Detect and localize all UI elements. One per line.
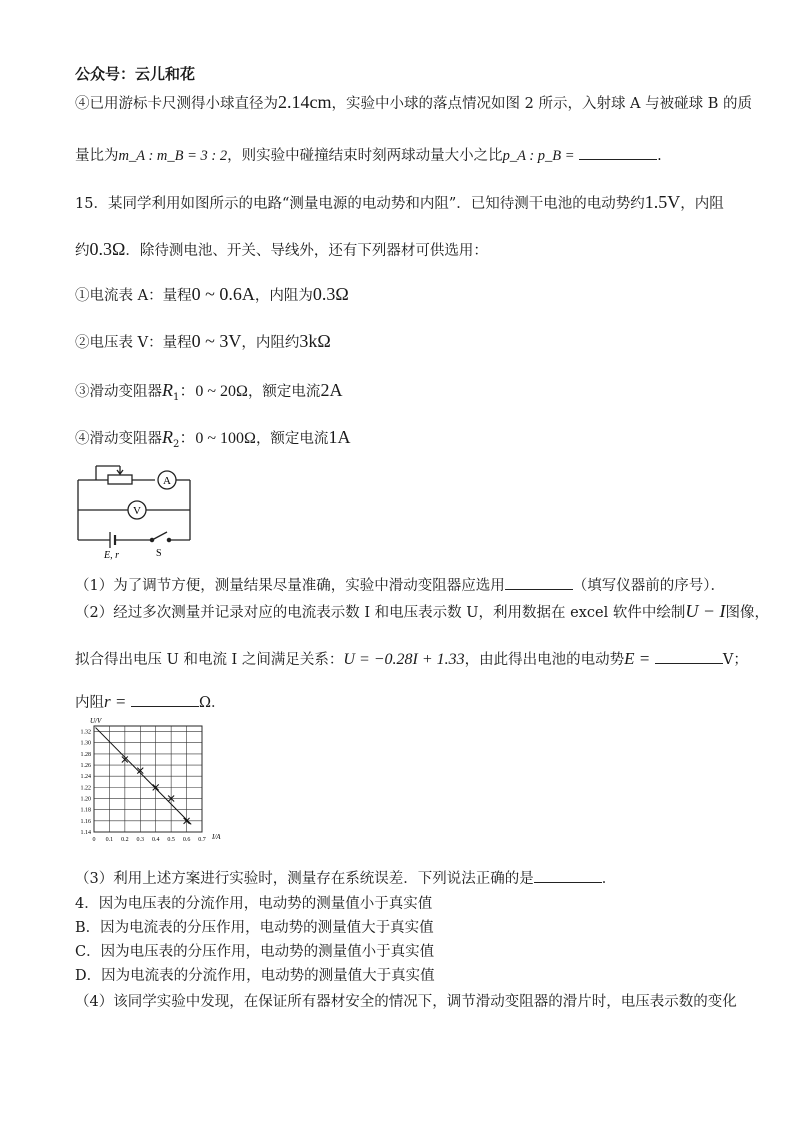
- item-value: 3kΩ: [299, 331, 331, 351]
- item-text: ①电流表 A：量程: [75, 288, 192, 304]
- u-i-chart: [70, 714, 230, 852]
- unit-text: V；: [722, 652, 748, 668]
- item-value: 1A: [328, 427, 351, 447]
- y-tick-label: 1.24: [80, 774, 91, 781]
- x-axis-label: I/A: [212, 833, 221, 841]
- q15-part1: [75, 574, 725, 595]
- chart-ticks: [81, 730, 206, 843]
- q14-4-line1: [75, 92, 752, 113]
- option-text: 4．因为电压表的分流作用，电动势的测量值小于真实值: [75, 896, 433, 912]
- item-range: ：0 ~ 100Ω: [179, 430, 256, 447]
- x-tick-label: 0.7: [198, 837, 206, 843]
- emf-approx: 1.5V: [644, 192, 681, 212]
- option-c[interactable]: [75, 940, 434, 961]
- q15-intro-line2: [75, 239, 488, 260]
- option-a[interactable]: [75, 892, 432, 913]
- x-tick-label: 0.2: [121, 837, 129, 843]
- equipment-item-1: [75, 284, 349, 305]
- emf-symbol: E =: [624, 649, 651, 668]
- y-tick-label: 1.22: [80, 785, 91, 792]
- equipment-item-2: [75, 331, 331, 352]
- q15-intro-line1: [75, 192, 724, 213]
- voltmeter-label: V: [133, 505, 141, 517]
- x-tick-label: 0.3: [136, 837, 145, 843]
- x-tick-label: 0: [92, 837, 96, 843]
- q14-text: ，则实验中碰撞结束时刻两球动量大小之比: [227, 148, 503, 164]
- momentum-ratio: p_A : p_B =: [502, 148, 575, 164]
- item-text: ④滑动变阻器: [75, 431, 162, 447]
- part1-text: （填写仪器前的序号）．: [572, 578, 725, 594]
- ammeter-label: A: [163, 475, 171, 487]
- y-tick-label: 1.18: [80, 807, 91, 814]
- part3-text: （3）利用上述方案进行实验时，测量存在系统误差．下列说法正确的是: [75, 871, 534, 887]
- q15-text: ．除待测电池、开关、导线外，还有下列器材可供选用：: [125, 243, 488, 259]
- equipment-item-4: [75, 425, 350, 450]
- part4-text: （4）该同学实验中发现，在保证所有器材安全的情况下，调节滑动变阻器的滑片时，电压表示数的变化: [75, 994, 737, 1010]
- part2-text: 图像，: [725, 605, 769, 621]
- y-tick-label: 1.20: [80, 796, 91, 803]
- mass-ratio: m_A : m_B = 3 : 2: [118, 148, 228, 164]
- circuit-diagram: [70, 460, 200, 560]
- resistor-subscript: 2: [173, 438, 180, 450]
- item-value: 2A: [320, 380, 343, 400]
- switch-label: S: [156, 548, 162, 559]
- r-approx: 0.3Ω: [89, 239, 126, 259]
- r-symbol: r =: [104, 692, 127, 711]
- equipment-item-3: [75, 378, 342, 403]
- q15-text: 15．某同学利用如图所示的电路“测量电源的电动势和内阻”．已知待测干电池的电动势约: [75, 196, 645, 212]
- unit-text: Ω．: [198, 695, 226, 711]
- q15-text: ，内阻: [680, 196, 724, 212]
- q15-part2-line1: [75, 601, 769, 622]
- y-tick-label: 1.30: [80, 740, 91, 747]
- y-tick-label: 1.16: [80, 818, 91, 825]
- part1-text: （1）为了调节方便，测量结果尽量准确，实验中滑动变阻器应选用: [75, 578, 505, 594]
- item-text: ，内阻为: [254, 288, 313, 304]
- part2-text: 拟合得出电压 U 和电流 I 之间满足关系：: [75, 652, 344, 668]
- x-tick-label: 0.4: [151, 837, 160, 843]
- option-text: D．因为电流表的分流作用，电动势的测量值大于真实值: [75, 968, 435, 984]
- x-tick-label: 0.6: [182, 837, 191, 843]
- resistor-symbol: R: [162, 427, 173, 447]
- item-text: ，额定电流: [247, 384, 321, 400]
- q14-text: 量比为: [75, 148, 119, 164]
- item-value: 0.3Ω: [312, 284, 349, 304]
- answer-blank-emf[interactable]: [655, 663, 723, 664]
- item-text: ，内阻约: [241, 335, 300, 351]
- fit-equation: U = −0.28I + 1.33: [343, 651, 465, 668]
- graph-name: U − I: [685, 601, 726, 621]
- q15-part2-line3: [75, 691, 225, 712]
- item-text: ③滑动变阻器: [75, 384, 162, 400]
- option-text: C．因为电压表的分压作用，电动势的测量值小于真实值: [75, 944, 435, 960]
- answer-blank-rheostat[interactable]: [505, 589, 573, 590]
- battery-label: E, r: [104, 550, 119, 560]
- resistor-subscript: 1: [173, 391, 180, 403]
- diameter-value: 2.14cm: [278, 92, 332, 112]
- rheostat-body: [108, 475, 132, 484]
- option-d[interactable]: [75, 964, 435, 985]
- q14-text: ，实验中小球的落点情况如图 2 所示，入射球 A 与被碰球 B 的质: [331, 96, 753, 112]
- y-tick-label: 1.28: [80, 751, 91, 758]
- option-b[interactable]: [75, 916, 434, 937]
- y-axis-label: U/V: [90, 717, 102, 725]
- page-header: 公众号：云儿和花: [75, 65, 196, 83]
- answer-blank-momentum[interactable]: [579, 159, 657, 160]
- item-range: 0 ~ 0.6A: [191, 284, 255, 304]
- item-range: ：0 ~ 20Ω: [179, 383, 248, 400]
- x-tick-label: 0.1: [105, 837, 114, 843]
- period: .: [657, 148, 662, 164]
- part2-text: ，由此得出电池的电动势: [464, 652, 625, 668]
- q15-part2-line2: [75, 648, 748, 669]
- resistor-symbol: R: [162, 380, 173, 400]
- y-tick-label: 1.32: [80, 729, 91, 736]
- q14-text: ④已用游标卡尺测得小球直径为: [75, 96, 278, 112]
- answer-blank-choice[interactable]: [534, 882, 602, 883]
- part2-text: 内阻: [75, 695, 104, 711]
- item-text: ，额定电流: [255, 431, 329, 447]
- x-tick-label: 0.5: [167, 837, 175, 843]
- item-range: 0 ~ 3V: [191, 331, 242, 351]
- item-text: ②电压表 V：量程: [75, 335, 192, 351]
- q15-text: 约: [75, 243, 90, 259]
- q14-4-line2: [75, 144, 662, 165]
- answer-blank-r[interactable]: [131, 706, 199, 707]
- y-tick-label: 1.14: [80, 830, 91, 836]
- part3-text: ．: [601, 871, 617, 887]
- q15-part3: [75, 867, 616, 888]
- option-text: B．因为电流表的分压作用，电动势的测量值大于真实值: [75, 920, 434, 936]
- q15-part4: [75, 990, 737, 1011]
- part2-text: （2）经过多次测量并记录对应的电流表示数 I 和电压表示数 U，利用数据在 excel 软件中绘制: [75, 605, 686, 621]
- y-tick-label: 1.26: [80, 763, 91, 770]
